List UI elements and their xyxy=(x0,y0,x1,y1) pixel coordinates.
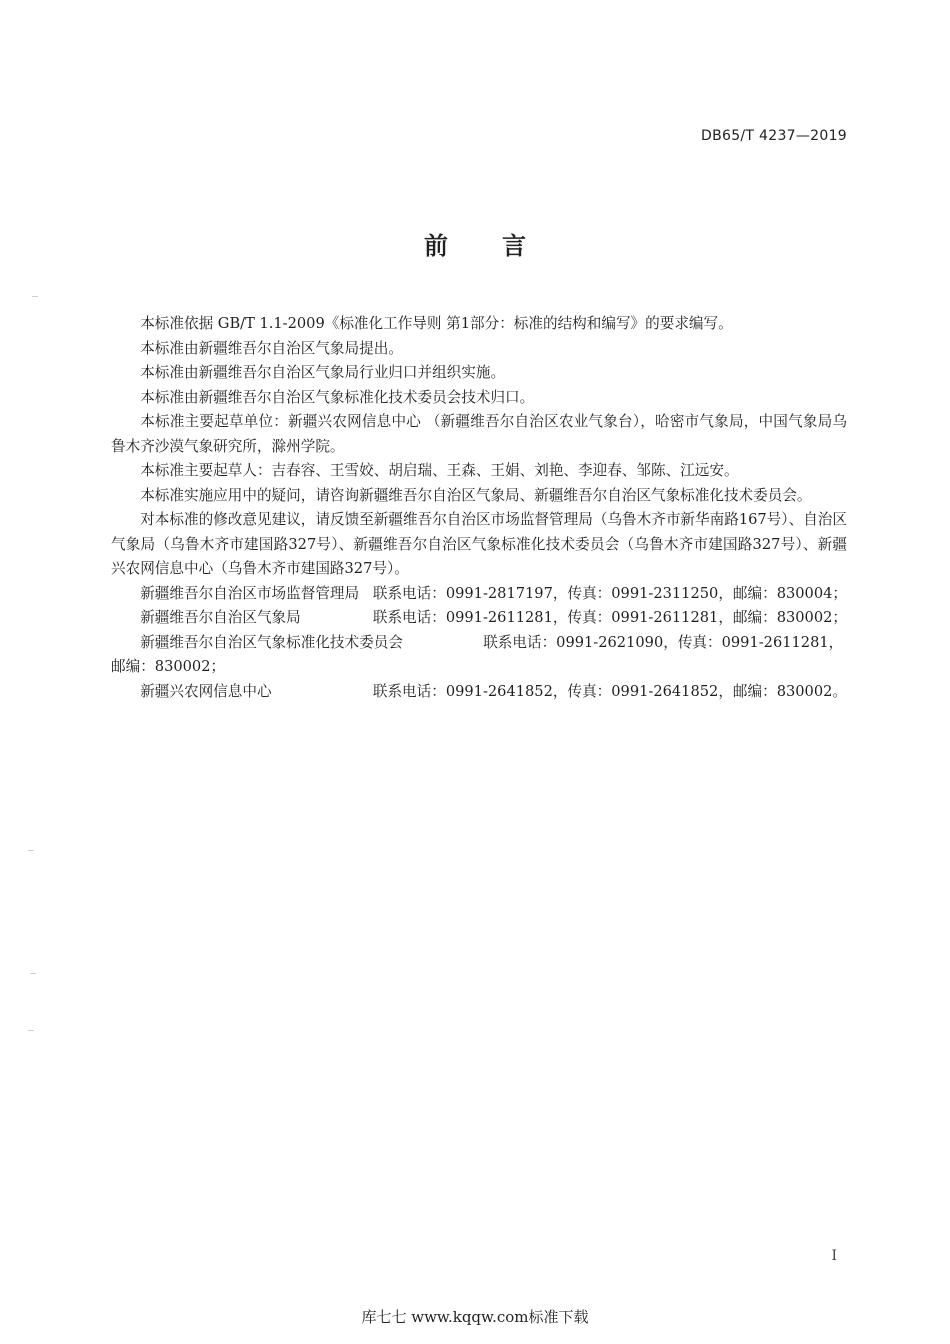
title-char-1: 前 xyxy=(424,232,448,260)
paragraph-technical-centralization: 本标准由新疆维吾尔自治区气象标准化技术委员会技术归口。 xyxy=(140,388,535,406)
contact-org: 新疆兴农网信息中心 xyxy=(140,682,272,700)
scan-speck xyxy=(30,973,36,974)
contact-row xyxy=(111,582,847,607)
contact-row xyxy=(111,606,847,631)
paragraph-drafters: 本标准主要起草人：吉春容、王雪姣、胡启瑞、王森、王娟、刘艳、李迎春、邹陈、江远安。 xyxy=(140,462,739,479)
scan-speck xyxy=(28,850,34,851)
foreword-body xyxy=(111,312,847,704)
contact-row xyxy=(111,680,847,705)
paragraph-drafting-units: 本标准主要起草单位：新疆兴农网信息中心 （新疆维吾尔自治区农业气象台），哈密市气象局，中国气象局乌鲁木齐沙漠气象研究所，滁州学院。 xyxy=(111,413,847,455)
contact-org: 新疆维吾尔自治区气象局 xyxy=(140,609,301,626)
standard-code: DB65/T 4237—2019 xyxy=(701,128,847,144)
paragraph-implementation: 本标准由新疆维吾尔自治区气象局行业归口并组织实施。 xyxy=(140,364,506,381)
contact-details-continued: 邮编：830002； xyxy=(111,658,226,675)
contact-org: 新疆维吾尔自治区市场监督管理局 xyxy=(140,584,360,602)
paragraph-inquiries: 本标准实施应用中的疑问，请咨询新疆维吾尔自治区气象局、新疆维吾尔自治区气象标准化技术委员会。 xyxy=(140,486,812,504)
contact-details: 联系电话：0991-2641852，传真：0991-2641852，邮编：830002。 xyxy=(372,682,847,700)
paragraph-basis: 本标准依据 GB/T 1.1-2009《标准化工作导则 第1部分：标准的结构和编写》的要求编写。 xyxy=(140,315,733,332)
footer-watermark: 库七七 www.kqqw.com标准下载 xyxy=(361,1308,589,1326)
scan-speck xyxy=(32,296,38,297)
scan-speck xyxy=(28,1030,34,1031)
contact-details: 联系电话：0991-2621090，传真：0991-2611281， xyxy=(483,633,844,651)
paragraph-feedback: 对本标准的修改意见建议，请反馈至新疆维吾尔自治区市场监督管理局（乌鲁木齐市新华南路167号）、自治区气象局（乌鲁木齐市建国路327号）、新疆维吾尔自治区气象标准化技术委员会（乌鲁木齐市建国路327号）、新疆兴农网信息中心（乌鲁木齐市建国路327号）。 xyxy=(111,511,847,577)
contact-details: 联系电话：0991-2611281，传真：0991-2611281，邮编：830002； xyxy=(372,609,847,626)
title-char-2: 言 xyxy=(502,232,526,260)
contact-details: 联系电话：0991-2817197，传真：0991-2311250，邮编：830004； xyxy=(372,584,847,602)
page-number: I xyxy=(831,1248,837,1264)
contact-row xyxy=(111,631,847,680)
contact-org: 新疆维吾尔自治区气象标准化技术委员会 xyxy=(140,633,403,651)
page-title xyxy=(0,226,950,261)
paragraph-proposer: 本标准由新疆维吾尔自治区气象局提出。 xyxy=(140,339,403,357)
